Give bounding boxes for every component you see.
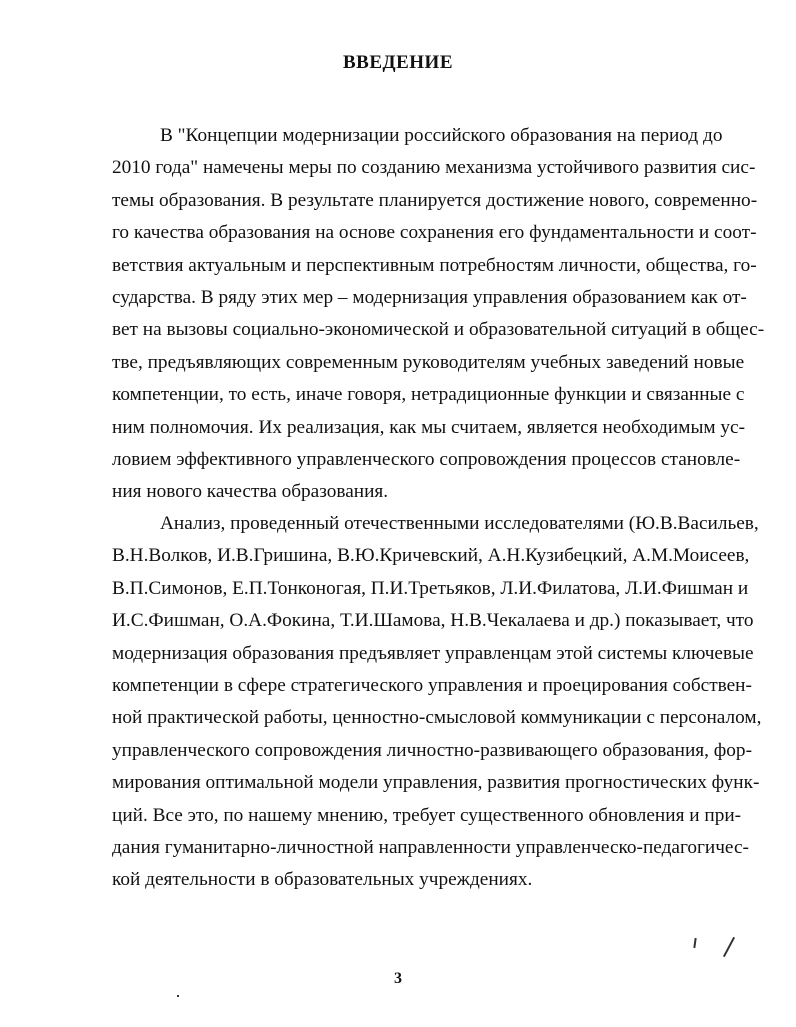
scan-mark bbox=[723, 937, 735, 957]
text-line: модернизация образования предъявляет управленцам этой системы ключевые bbox=[112, 642, 754, 664]
page-title: ВВЕДЕНИЕ bbox=[343, 52, 453, 73]
text-line: 2010 года" намечены меры по созданию механизма устойчивого развития сис- bbox=[112, 157, 756, 179]
text-line: В "Концепции модернизации российского образования на период до bbox=[160, 125, 723, 146]
text-line: кой деятельности в образовательных учреждениях. bbox=[112, 869, 533, 891]
text-line: ния нового качества образования. bbox=[112, 481, 389, 503]
text-line: темы образования. В результате планируется достижение нового, современно- bbox=[112, 189, 758, 211]
text-line: ной практической работы, ценностно-смысловой коммуникации с персоналом, bbox=[112, 707, 762, 729]
text-line: ций. Все это, по нашему мнению, требует существенного обновления и при- bbox=[112, 804, 742, 826]
text-line: мирования оптимальной модели управления, развития прогностических функ- bbox=[112, 772, 760, 794]
text-line: управленческого сопровождения личностно-развивающего образования, фор- bbox=[112, 739, 752, 761]
text-line: го качества образования на основе сохранения его фундаментальности и соот- bbox=[112, 222, 757, 244]
text-line: В.П.Симонов, Е.П.Тонконогая, П.И.Третьяков, Л.И.Филатова, Л.И.Фишман и bbox=[112, 577, 749, 599]
scan-mark bbox=[693, 938, 696, 948]
paragraph-2 bbox=[112, 508, 762, 897]
paragraph-1 bbox=[112, 120, 765, 509]
text-line: И.С.Фишман, О.А.Фокина, Т.И.Шамова, Н.В.Чекалаева и др.) показывает, что bbox=[112, 610, 754, 632]
text-line: ним полномочия. Их реализация, как мы считаем, является необходимым ус- bbox=[112, 416, 746, 438]
text-line: тве, предъявляющих современным руководителям учебных заведений новые bbox=[112, 351, 745, 373]
text-line: компетенции в сфере стратегического управления и проецирования собствен- bbox=[112, 675, 752, 697]
text-line: ветствия актуальным и перспективным потребностям личности, общества, го- bbox=[112, 254, 757, 276]
scan-mark bbox=[177, 995, 179, 997]
text-line: ловием эффективного управленческого сопровождения процессов становле- bbox=[112, 449, 741, 471]
text-line: компетенции, то есть, иначе говоря, нетрадиционные функции и связанные с bbox=[112, 384, 745, 406]
text-line: вет на вызовы социально-экономической и образовательной ситуаций в общес- bbox=[112, 319, 765, 341]
text-line: сударства. В ряду этих мер – модернизация управления образованием как от- bbox=[112, 287, 747, 309]
page-number: 3 bbox=[394, 970, 402, 987]
text-line: Анализ, проведенный отечественными исследователями (Ю.В.Васильев, bbox=[160, 513, 759, 534]
text-line: дания гуманитарно-личностной направленности управленческо-педагогичес- bbox=[112, 837, 749, 859]
text-line: В.Н.Волков, И.В.Гришина, В.Ю.Кричевский, А.Н.Кузибецкий, А.М.Моисеев, bbox=[112, 545, 750, 567]
